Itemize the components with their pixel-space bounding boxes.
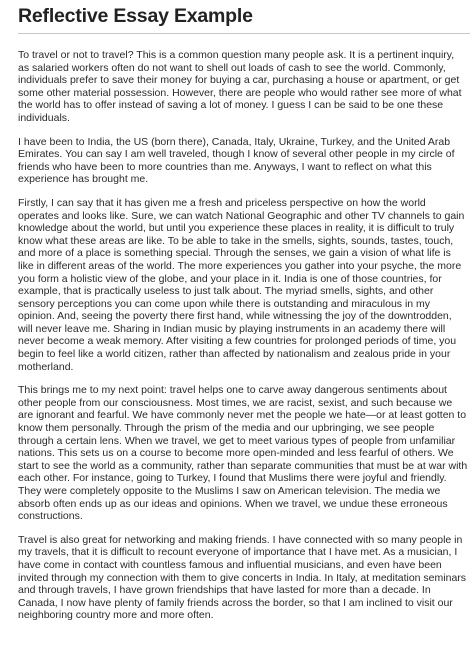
essay-body — [18, 49, 468, 622]
paragraph-networking: Travel is also great for networking and making friends. I have connected with so many people in my travels, that it is difficult to recount everyone of importance that I have met. As a musician, I have come in contact with countless famous and influential musicians, and even have been invited through my connection with them to give concerts in India. In Italy, at meditation seminars and through travels, I have grown friendships that have lasted for more than a decade. In Canada, I now have plenty of family friends across the border, so that I am inclined to visit our neighboring country more and more often. — [18, 533, 467, 622]
paragraph-intro: To travel or not to travel? This is a common question many people ask. It is a pertinent inquiry, as salaried workers often do not want to shell out loads of cash to see the world. Commonly, individuals prefer to save their money for buying a car, purchasing a house or apartment, or get some other material possession. However, there are people who would rather see more of what the world has to offer instead of saving a lot of money. I guess I can be said to be one these individuals. — [18, 49, 462, 124]
page-title: Reflective Essay Example — [18, 5, 253, 27]
paragraph-prejudice: This brings me to my next point: travel helps one to carve away dangerous sentiments about other people from our consciousness. Most times, we are racist, sexist, and such because we are ignorant and fearful. We have commonly never met the people we hate—or at least gotten to know them personally. Through the prism of the media and our upbringing, we see people through a certain lens. When we travel, we get to meet various types of people from unfamiliar nations. This sets us on a course to become more open-minded and less fearful of others. We start to see the world as a community, rather than separate communities that must be at war with each other. For instance, going to Turkey, I found that Muslims there were joyful and friendly. They were completely opposite to the Muslims I saw on American television. The media we absorb often ends up as our ideas and opinions. When we travel, we undue these erroneous constructions. — [18, 384, 468, 523]
paragraph-perspective: Firstly, I can say that it has given me a fresh and priceless perspective on how the world operates and looks like. Sure, we can watch National Geographic and other TV channels to gain knowledge about the world, but until you experience these places in reality, it is difficult to truly know what these areas are like. To be able to take in the smells, sights, sounds, tastes, touch, and more of a place is something special. Through the senses, we gain a vision of what life is like in different areas of the world. The more experiences you gather into your psyche, the more you form a holistic view of the globe, and your place in it. India is one of those countries, for example, that is practically useless to just talk about. The myriad smells, sights, and other sensory perceptions you can come upon while there is outstanding and miraculous in my opinion. And, seeing the poverty there first hand, while witnessing the joy of the downtrodden, will never leave me. Sharing in Indian music by playing instruments in an academy there will never become a weak memory. After visiting a few countries for prolonged periods of time, you begin to feel like a world citizen, rather than affected by nationalism and zealous pride in your motherland. — [18, 196, 465, 373]
title-divider — [18, 33, 470, 34]
paragraph-travels: I have been to India, the US (born there), Canada, Italy, Ukraine, Turkey, and the United Arab Emirates. You can say I am well traveled, though I know of several other people in my circle of friends who have been to more countries than me. Anyways, I want to reflect on what this experience has brought me. — [18, 135, 455, 186]
